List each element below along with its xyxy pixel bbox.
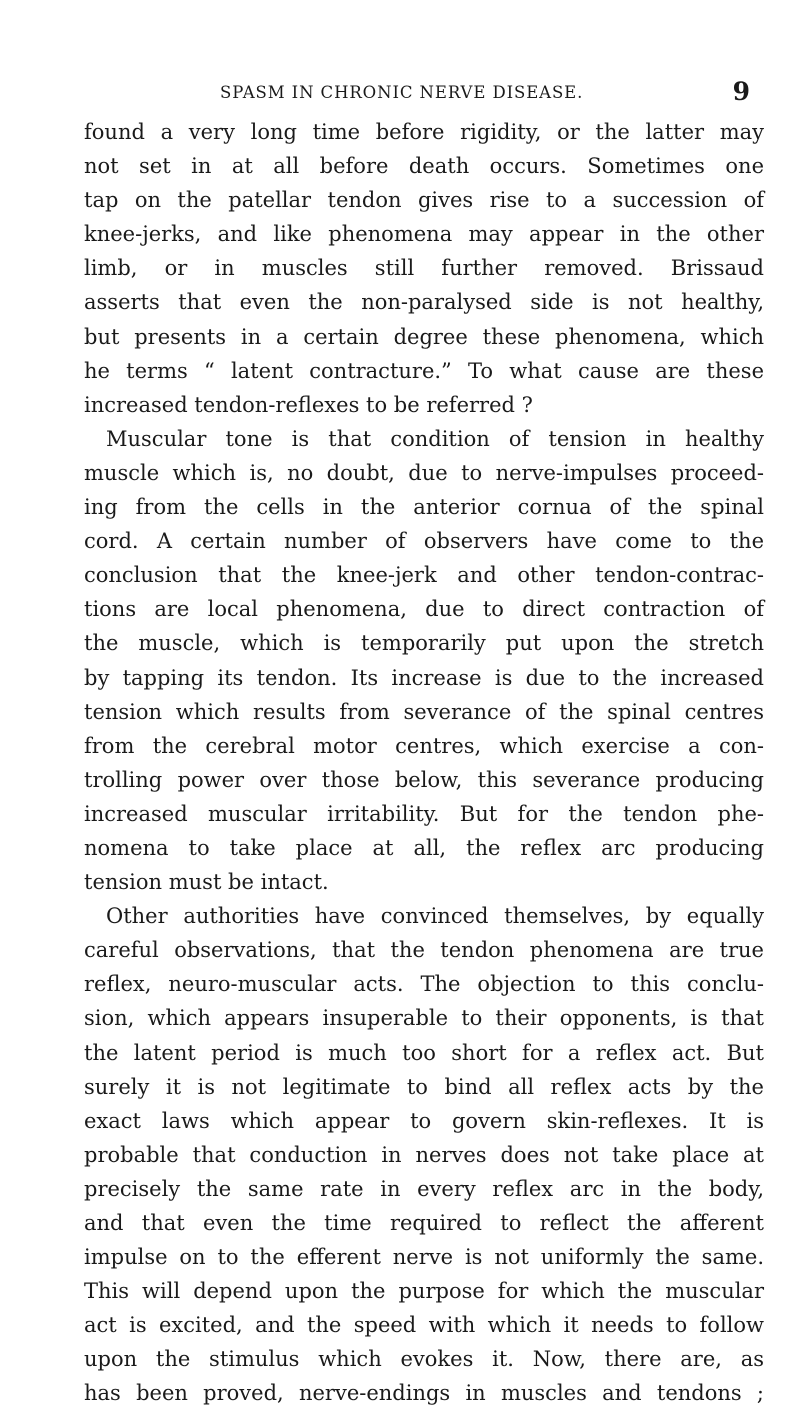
text-line: cord. A certain number of observers have come to the: [84, 529, 764, 554]
text-line: This will depend upon the purpose for which the muscular: [84, 1279, 764, 1304]
page-number: 9: [732, 77, 750, 106]
text-line: exact laws which appear to govern skin-reflexes. It is: [84, 1108, 764, 1133]
text-line: but presents in a certain degree these phenomena, which: [84, 324, 764, 349]
text-line: the latent period is much too short for a reflex act. But: [84, 1040, 764, 1065]
text-line: tap on the patellar tendon gives rise to a succession of: [84, 188, 764, 213]
text-line: he terms “ latent contracture.” To what cause are these: [84, 358, 764, 383]
text-line: muscle which is, no doubt, due to nerve-impulses proceed-: [84, 460, 764, 485]
text-line: limb, or in muscles still further removed. Brissaud: [84, 256, 764, 281]
text-line: precisely the same rate in every reflex arc in the body,: [84, 1176, 764, 1201]
text-line: tension must be intact.: [84, 870, 329, 895]
text-line: asserts that even the non-paralysed side is not healthy,: [84, 290, 764, 315]
text-line: tension which results from severance of the spinal centres: [84, 699, 764, 724]
text-line: sion, which appears insuperable to their opponents, is that: [84, 1006, 764, 1031]
text-line: nomena to take place at all, the reflex arc producing: [84, 835, 764, 860]
text-line: not set in at all before death occurs. Sometimes one: [84, 154, 764, 179]
text-line: trolling power over those below, this severance producing: [84, 767, 764, 792]
text-line: increased tendon-reflexes to be referred ?: [84, 392, 533, 417]
text-line: increased muscular irritability. But for the tendon phe-: [84, 801, 764, 826]
text-line: careful observations, that the tendon phenomena are true: [84, 938, 764, 963]
text-line: by tapping its tendon. Its increase is due to the increased: [84, 665, 764, 690]
text-line: and that even the time required to reflect the afferent: [84, 1211, 764, 1235]
text-line: has been proved, nerve-endings in muscles and tendons ;: [84, 1381, 764, 1406]
text-line: tions are local phenomena, due to direct contraction of: [84, 597, 764, 622]
running-head: [150, 77, 750, 107]
running-title: SPASM IN CHRONIC NERVE DISEASE.: [220, 83, 584, 102]
text-line: impulse on to the efferent nerve is not uniformly the same.: [84, 1245, 764, 1270]
text-line: Muscular tone is that condition of tension in healthy: [106, 426, 764, 451]
text-line: Other authorities have convinced themselves, by equally: [106, 904, 764, 929]
text-line: ing from the cells in the anterior cornua of the spinal: [84, 495, 764, 520]
text-line: reflex, neuro-muscular acts. The objection to this conclu-: [84, 972, 764, 997]
text-line: probable that conduction in nerves does not take place at: [84, 1142, 764, 1167]
text-line: knee-jerks, and like phenomena may appear in the other: [84, 222, 764, 247]
text-line: the muscle, which is temporarily put upon the stretch: [84, 631, 764, 656]
text-line: conclusion that the knee-jerk and other tendon-contrac-: [84, 563, 764, 588]
text-line: from the cerebral motor centres, which exercise a con-: [84, 733, 764, 758]
page-body-text: [84, 115, 764, 1411]
text-line: upon the stimulus which evokes it. Now, there are, as: [84, 1347, 764, 1372]
text-line: found a very long time before rigidity, or the latter may: [84, 120, 764, 144]
text-line: act is excited, and the speed with which it needs to follow: [84, 1313, 764, 1338]
text-line: surely it is not legitimate to bind all reflex acts by the: [84, 1074, 764, 1099]
